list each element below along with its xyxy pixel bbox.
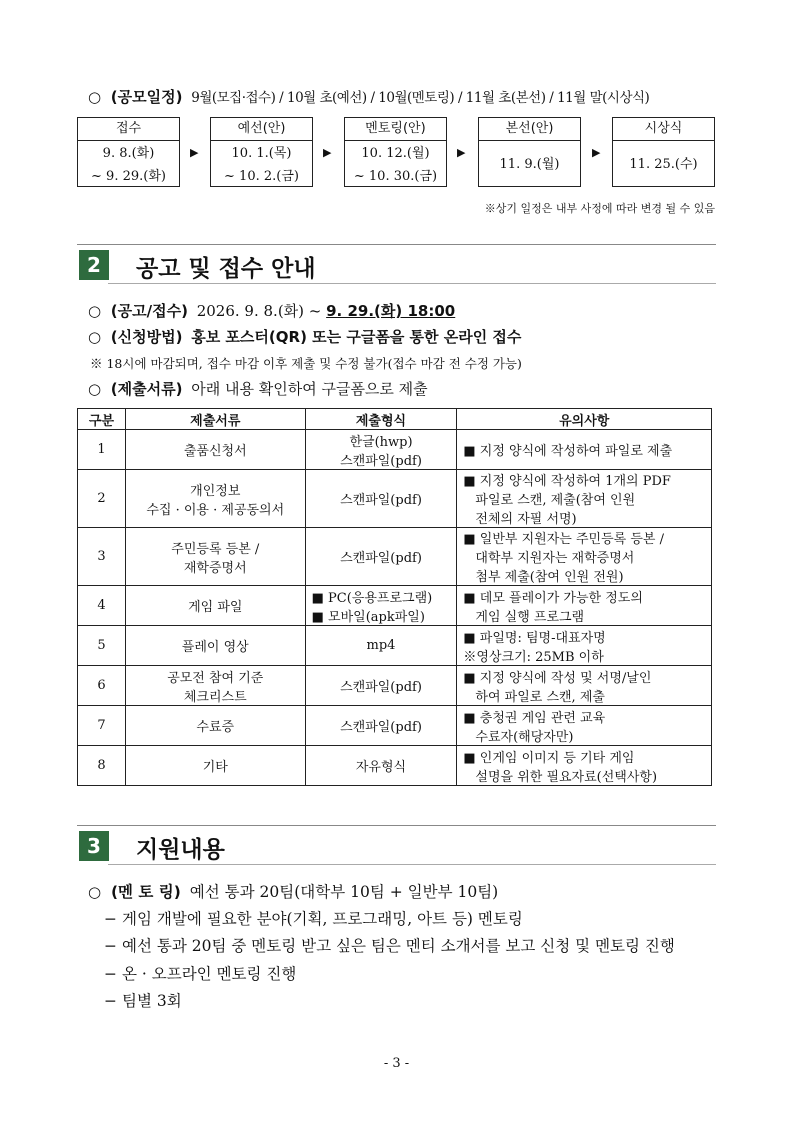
section-number: 3 <box>79 831 109 861</box>
doc-note-line: 하여 파일로 스캔, 제출 <box>475 689 605 705</box>
list-item-text: 예선 통과 20팀 중 멘토링 받고 싶은 팀은 멘티 소개서를 보고 신청 및 멘토링 진행 <box>122 937 675 955</box>
table-header: 구분 <box>78 409 126 430</box>
notice-label: (공고/접수) <box>110 302 188 320</box>
doc-name-line: 기타 <box>202 760 228 775</box>
docs-label: (제출서류) <box>110 380 183 398</box>
list-item: − 온 · 오프라인 멘토링 진행 <box>104 965 297 983</box>
doc-name-line: 플레이 영상 <box>181 640 249 655</box>
doc-note <box>457 746 712 786</box>
notice-text: 2026. 9. 8.(화) ~ <box>196 302 327 320</box>
table-row <box>78 586 712 626</box>
doc-format <box>305 470 457 528</box>
row-number: 5 <box>78 626 126 666</box>
doc-format-line: 스캔파일(pdf) <box>340 680 422 695</box>
circle-bullet-icon: ○ <box>88 302 102 320</box>
list-item-text: 온 · 오프라인 멘토링 진행 <box>122 965 297 983</box>
doc-name-line: 공모전 참여 기준 <box>167 670 264 686</box>
docs-line <box>88 378 428 399</box>
doc-note-line: 설명을 위한 필요자료(선택사항) <box>475 769 658 785</box>
arrow-right-icon: ▶ <box>190 146 199 159</box>
circle-bullet-icon: ○ <box>88 328 102 346</box>
doc-note-line: ■ 충청권 게임 관련 교육 <box>463 710 606 726</box>
schedule-step-title: 접수 <box>78 118 179 141</box>
arrow-right-icon: ▶ <box>457 146 466 159</box>
table-row <box>78 746 712 786</box>
row-number: 3 <box>78 528 126 586</box>
doc-format-line: 스캔파일(pdf) <box>340 493 422 508</box>
doc-note-line: 대학부 지원자는 재학증명서 <box>475 551 635 566</box>
table-row <box>78 430 712 470</box>
section-divider <box>108 283 716 284</box>
list-item-text: 팀별 3회 <box>122 992 182 1010</box>
doc-name-line: 재학증명서 <box>183 560 247 576</box>
doc-format-line: 스캔파일(pdf) <box>340 551 422 566</box>
doc-format <box>305 430 457 470</box>
page-number: - 3 - <box>383 1056 410 1071</box>
schedule-step-date: 11. 25.(수) <box>629 157 698 172</box>
schedule-step-title: 멘토링(안) <box>345 118 446 141</box>
doc-format <box>305 666 457 706</box>
schedule-step-title: 시상식 <box>613 118 714 141</box>
table-row <box>78 528 712 586</box>
arrow-right-icon: ▶ <box>323 146 332 159</box>
doc-format <box>305 528 457 586</box>
doc-note <box>457 528 712 586</box>
doc-format-line: ■ PC(응용프로그램) <box>311 590 433 606</box>
row-number: 1 <box>78 430 126 470</box>
row-number: 2 <box>78 470 126 528</box>
doc-name <box>125 528 305 586</box>
notice-deadline: 9. 29.(화) 18:00 <box>326 302 456 320</box>
arrow-right-icon: ▶ <box>592 146 601 159</box>
schedule-note: ※상기 일정은 내부 사정에 따라 변경 될 수 있음 <box>484 202 715 215</box>
doc-note-line: 수료자(해당자만) <box>475 729 574 745</box>
table-row <box>78 666 712 706</box>
doc-note-line: 게임 실행 프로그램 <box>475 609 585 625</box>
doc-name <box>125 586 305 626</box>
table-row <box>78 626 712 666</box>
doc-note <box>457 626 712 666</box>
table-header: 제출형식 <box>305 409 457 430</box>
doc-name <box>125 470 305 528</box>
schedule-step-date: ~ 10. 30.(금) <box>353 169 438 184</box>
row-number: 6 <box>78 666 126 706</box>
method-note: ※ 18시에 마감되며, 접수 마감 이후 제출 및 수정 불가(접수 마감 전 수정 가능) <box>90 356 522 371</box>
circle-bullet-icon: ○ <box>88 380 102 398</box>
doc-format-line: 스캔파일(pdf) <box>340 720 422 735</box>
notice-line <box>88 300 455 321</box>
doc-format-line: 자유형식 <box>355 760 407 775</box>
schedule-summary: 9월(모집·접수) / 10월 초(예선) / 10월(멘토링) / 11월 초(본선) / 11월 말(시상식) <box>191 90 650 106</box>
doc-format-line: 스캔파일(pdf) <box>340 453 422 469</box>
doc-note-line: ■ 데모 플레이가 가능한 정도의 <box>463 590 643 606</box>
section-divider <box>77 244 716 245</box>
doc-format-line: 한글(hwp) <box>349 434 413 450</box>
doc-note <box>457 430 712 470</box>
doc-format-line: ■ 모바일(apk파일) <box>311 609 425 625</box>
list-item-text: 게임 개발에 필요한 분야(기획, 프로그래밍, 아트 등) 멘토링 <box>122 910 523 928</box>
doc-note-line: ■ 일반부 지원자는 주민등록 등본 / <box>463 532 664 547</box>
table-header: 유의사항 <box>457 409 712 430</box>
circle-bullet-icon: ○ <box>88 88 102 106</box>
doc-name <box>125 666 305 706</box>
doc-name-line: 체크리스트 <box>183 689 247 705</box>
doc-name <box>125 626 305 666</box>
doc-note-line: ※영상크기: 25MB 이하 <box>463 649 604 665</box>
doc-note <box>457 470 712 528</box>
docs-text: 아래 내용 확인하여 구글폼으로 제출 <box>191 380 428 398</box>
doc-note-line: ■ 파일명: 팀명-대표자명 <box>463 630 606 646</box>
schedule-step-date: 9. 8.(화) <box>102 146 155 161</box>
doc-name-line: 출품신청서 <box>183 444 247 459</box>
mentoring-text: 예선 통과 20팀(대학부 10팀 + 일반부 10팀) <box>189 883 499 901</box>
section-divider <box>108 864 716 865</box>
doc-note-line: ■ 지정 양식에 작성하여 1개의 PDF <box>463 474 671 489</box>
schedule-label: (공모일정) <box>110 88 183 106</box>
doc-name-line: 개인정보 <box>190 483 241 499</box>
doc-note-line: ■ 지정 양식에 작성하여 파일로 제출 <box>463 444 673 459</box>
doc-format <box>305 706 457 746</box>
doc-name <box>125 430 305 470</box>
doc-note-line: 첨부 제출(참여 인원 전원) <box>475 570 624 585</box>
method-text: 홍보 포스터(QR) 또는 구글폼을 통한 온라인 접수 <box>191 328 522 346</box>
schedule-line <box>88 86 649 107</box>
doc-name-line: 게임 파일 <box>188 600 243 615</box>
circle-bullet-icon: ○ <box>88 883 102 901</box>
list-item: − 팀별 3회 <box>104 992 182 1010</box>
table-row <box>78 470 712 528</box>
schedule-step-date: 10. 1.(목) <box>231 146 292 161</box>
section-title: 공고 및 접수 안내 <box>136 256 316 282</box>
doc-note-line: 전체의 자필 서명) <box>475 512 577 527</box>
section-divider <box>77 825 716 826</box>
schedule-step-4 <box>478 117 581 187</box>
schedule-step-1 <box>77 117 180 187</box>
row-number: 7 <box>78 706 126 746</box>
schedule-step-date: 10. 12.(월) <box>361 146 430 161</box>
schedule-step-2 <box>210 117 313 187</box>
documents-table <box>77 408 712 786</box>
schedule-step-3 <box>344 117 447 187</box>
method-line <box>88 326 521 347</box>
section-title: 지원내용 <box>136 837 225 863</box>
doc-note <box>457 666 712 706</box>
doc-format <box>305 746 457 786</box>
doc-note <box>457 586 712 626</box>
doc-name-line: 수집 · 이용 · 제공동의서 <box>146 502 285 518</box>
table-header-row <box>78 409 712 430</box>
schedule-step-date: ~ 10. 2.(금) <box>224 169 299 184</box>
table-row <box>78 706 712 746</box>
schedule-step-date: ~ 9. 29.(화) <box>91 169 166 184</box>
doc-name <box>125 746 305 786</box>
doc-format <box>305 586 457 626</box>
table-header: 제출서류 <box>125 409 305 430</box>
list-item: − 예선 통과 20팀 중 멘토링 받고 싶은 팀은 멘티 소개서를 보고 신청 및 멘토링 진행 <box>104 937 675 955</box>
doc-note-line: 파일로 스캔, 제출(참여 인원 <box>475 493 636 508</box>
mentoring-label: (멘 토 링) <box>110 883 181 901</box>
doc-note-line: ■ 지정 양식에 작성 및 서명/날인 <box>463 670 652 686</box>
doc-name <box>125 706 305 746</box>
doc-name-line: 주민등록 등본 / <box>171 541 260 557</box>
doc-format <box>305 626 457 666</box>
doc-name-line: 수료증 <box>196 720 235 735</box>
doc-format-line: mp4 <box>366 638 396 653</box>
method-label: (신청방법) <box>110 328 183 346</box>
doc-note <box>457 706 712 746</box>
doc-note-line: ■ 인게임 이미지 등 기타 게임 <box>463 750 635 766</box>
row-number: 4 <box>78 586 126 626</box>
schedule-step-5 <box>612 117 715 187</box>
schedule-step-title: 본선(안) <box>479 118 580 141</box>
row-number: 8 <box>78 746 126 786</box>
list-item: − 게임 개발에 필요한 분야(기획, 프로그래밍, 아트 등) 멘토링 <box>104 910 523 928</box>
schedule-step-date: 11. 9.(월) <box>499 157 560 172</box>
schedule-step-title: 예선(안) <box>211 118 312 141</box>
mentoring-line <box>88 880 498 902</box>
section-number: 2 <box>79 250 109 280</box>
